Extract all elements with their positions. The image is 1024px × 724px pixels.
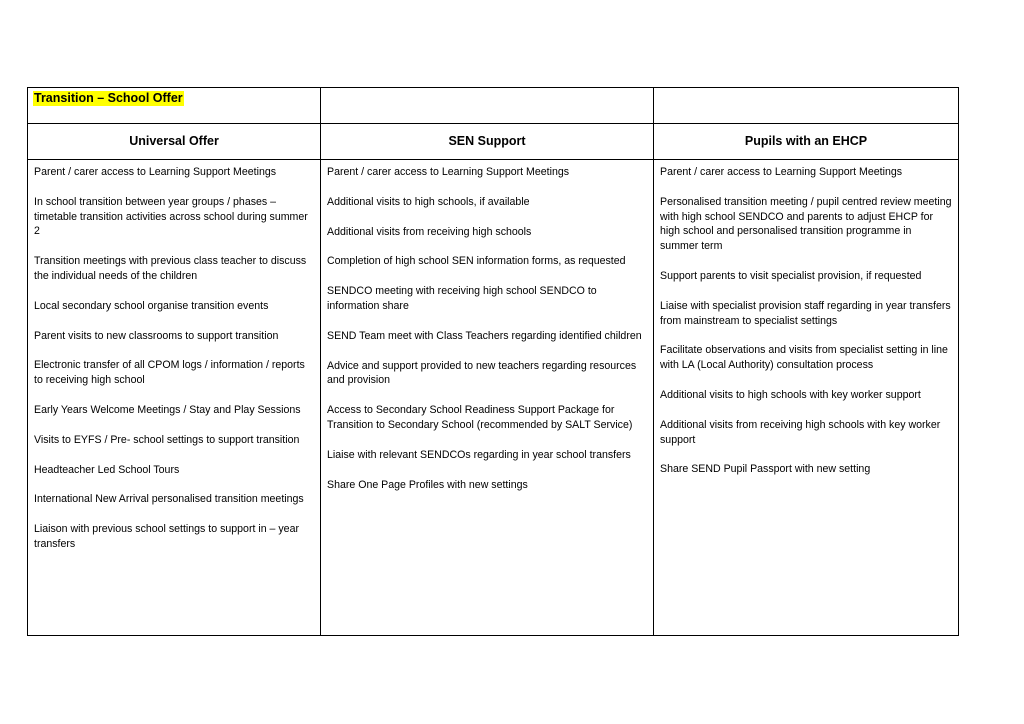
list-item: Headteacher Led School Tours (34, 463, 180, 476)
list-item: SENDCO meeting with receiving high school SENDCO to information share (327, 285, 597, 312)
empty-title-cell (321, 88, 654, 123)
list-item: Parent visits to new classrooms to support transition (34, 329, 279, 342)
ehcp-column (654, 160, 958, 635)
header-row (28, 124, 958, 160)
list-item: Additional visits to high schools with key worker support (660, 388, 921, 401)
transition-offer-table (27, 87, 959, 636)
list-item: Parent / carer access to Learning Support Meetings (34, 166, 277, 178)
list-item: Liaison with previous school settings to support in – year transfers (34, 523, 299, 550)
column-header-sen-support: SEN Support (321, 124, 654, 159)
column-header-pupils-with-ehcp: Pupils with an EHCP (744, 134, 868, 148)
list-item: Transition meetings with previous class teacher to discuss the individual needs of the children (34, 255, 307, 282)
list-item: Personalised transition meeting / pupil centred review meeting with high school SENDCO and parents to adjust EHCP for high school and personalised transition programme in summer term (660, 195, 952, 253)
content-row (28, 160, 958, 635)
list-item: Access to Secondary School Readiness Support Package for Transition to Secondary School (recommended by SALT Service) (327, 404, 633, 431)
title-row (28, 88, 958, 124)
list-item: In school transition between year groups / phases – timetable transition activities across school during summer 2 (34, 195, 308, 238)
list-item: Electronic transfer of all CPOM logs / information / reports to receiving high school (34, 359, 305, 387)
list-item: International New Arrival personalised transition meetings (34, 493, 304, 506)
ehcp-list (654, 160, 958, 477)
list-item: Liaise with relevant SENDCOs regarding in year school transfers (327, 448, 631, 461)
list-item: Additional visits to high schools, if available (327, 195, 530, 208)
list-item: Additional visits from receiving high schools (327, 225, 532, 238)
list-item: Facilitate observations and visits from specialist setting in line with LA (Local Authority) consultation process (660, 344, 948, 372)
list-item: Local secondary school organise transition events (34, 299, 269, 312)
list-item: Share One Page Profiles with new settings (327, 478, 528, 491)
list-item: SEND Team meet with Class Teachers regarding identified children (327, 329, 642, 342)
universal-offer-column (28, 160, 321, 635)
list-item: Early Years Welcome Meetings / Stay and Play Sessions (34, 403, 301, 416)
list-item: Visits to EYFS / Pre- school settings to support transition (34, 433, 300, 446)
list-item: Additional visits from receiving high schools with key worker support (660, 418, 941, 446)
title-cell (28, 88, 321, 123)
list-item: Support parents to visit specialist provision, if requested (660, 269, 922, 282)
list-item: Liaise with specialist provision staff regarding in year transfers from mainstream to specialist settings (660, 299, 951, 327)
list-item: Parent / carer access to Learning Support Meetings (327, 166, 570, 178)
sen-list (321, 160, 653, 492)
list-item: Parent / carer access to Learning Support Meetings (660, 166, 903, 178)
list-item: Share SEND Pupil Passport with new setting (660, 463, 871, 476)
offer-list (28, 160, 320, 552)
table-title: Transition – School Offer (34, 91, 183, 105)
empty-title-cell (654, 88, 958, 123)
list-item: Completion of high school SEN information forms, as requested (327, 255, 626, 268)
list-item: Advice and support provided to new teachers regarding resources and provision (327, 359, 637, 387)
column-header-universal-offer: Universal Offer (28, 124, 321, 159)
sen-support-column (321, 160, 654, 635)
